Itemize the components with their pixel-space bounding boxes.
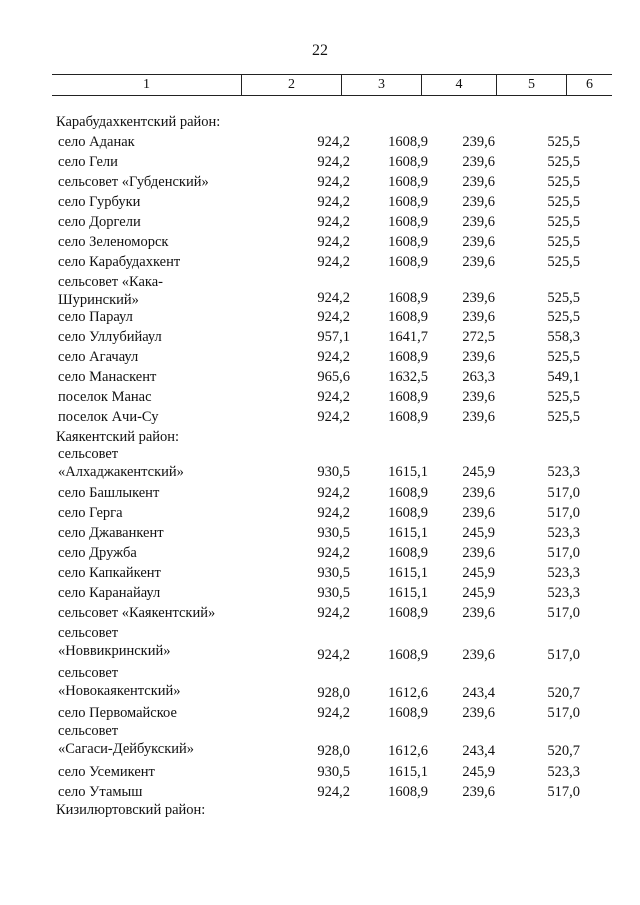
settlement-name: поселок Ачи-Су [58,409,159,425]
settlement-name: сельсовет [58,665,119,681]
value-col-6: 523,3 [547,585,580,601]
settlement-name: село Капкайкент [58,565,161,581]
value-col-5: 245,9 [462,585,495,601]
value-col-4: 1608,9 [388,349,428,365]
value-col-3: 924,2 [317,234,350,250]
value-col-4: 1608,9 [388,605,428,621]
value-col-5: 239,6 [462,290,495,306]
value-col-5: 239,6 [462,134,495,150]
value-col-6: 517,0 [547,485,580,501]
value-col-6: 558,3 [547,329,580,345]
value-col-6: 520,7 [547,743,580,759]
value-col-4: 1608,9 [388,309,428,325]
value-col-3: 924,2 [317,647,350,663]
settlement-name: Шуринский» [58,292,139,308]
value-col-4: 1608,9 [388,214,428,230]
value-col-3: 924,2 [317,505,350,521]
value-col-5: 245,9 [462,565,495,581]
district-name: Кизилюртовский район: [56,802,206,818]
value-col-4: 1608,9 [388,485,428,501]
value-col-5: 239,6 [462,605,495,621]
value-col-4: 1608,9 [388,505,428,521]
value-col-6: 517,0 [547,784,580,800]
value-col-5: 239,6 [462,154,495,170]
settlement-name: село Первомайское [58,705,177,721]
value-col-3: 924,2 [317,290,350,306]
value-col-5: 239,6 [462,389,495,405]
value-col-6: 525,5 [547,174,580,190]
value-col-4: 1608,9 [388,134,428,150]
value-col-4: 1615,1 [388,525,428,541]
value-col-4: 1608,9 [388,174,428,190]
district-name: Карабудахкентский район: [56,114,221,130]
value-col-4: 1612,6 [388,685,428,701]
value-col-5: 243,4 [462,685,495,701]
settlement-name: село Гели [58,154,118,170]
settlement-name: село Агачаул [58,349,139,365]
value-col-5: 239,6 [462,784,495,800]
value-col-4: 1608,9 [388,705,428,721]
value-col-4: 1615,1 [388,585,428,601]
value-col-3: 924,2 [317,174,350,190]
value-col-3: 924,2 [317,605,350,621]
value-col-4: 1608,9 [388,389,428,405]
value-col-5: 239,6 [462,194,495,210]
header-col-5: 5 [497,75,567,95]
value-col-6: 525,5 [547,214,580,230]
value-col-6: 525,5 [547,194,580,210]
settlement-name: сельсовет «Каякентский» [58,605,216,621]
value-col-4: 1608,9 [388,194,428,210]
value-col-6: 525,5 [547,349,580,365]
header-col-4: 4 [422,75,497,95]
value-col-3: 924,2 [317,389,350,405]
settlement-name: село Башлыкент [58,485,160,501]
value-col-6: 517,0 [547,545,580,561]
value-col-4: 1632,5 [388,369,428,385]
value-col-4: 1615,1 [388,764,428,780]
value-col-4: 1608,9 [388,290,428,306]
value-col-4: 1615,1 [388,565,428,581]
value-col-4: 1608,9 [388,154,428,170]
settlement-name: село Герга [58,505,123,521]
value-col-5: 272,5 [462,329,495,345]
settlement-name: село Зеленоморск [58,234,169,250]
value-col-5: 239,6 [462,647,495,663]
value-col-3: 924,2 [317,134,350,150]
value-col-3: 924,2 [317,485,350,501]
value-col-3: 924,2 [317,545,350,561]
value-col-3: 924,2 [317,214,350,230]
value-col-3: 924,2 [317,705,350,721]
settlement-name: сельсовет [58,625,119,641]
value-col-3: 957,1 [317,329,350,345]
value-col-3: 930,5 [317,525,350,541]
settlement-name: село Усемикент [58,764,155,780]
header-col-3: 3 [342,75,422,95]
settlement-name: село Утамыш [58,784,143,800]
settlement-name: село Параул [58,309,133,325]
value-col-6: 523,3 [547,764,580,780]
settlement-name: село Манаскент [58,369,157,385]
value-col-6: 523,3 [547,464,580,480]
value-col-4: 1608,9 [388,784,428,800]
value-col-6: 525,5 [547,234,580,250]
value-col-5: 239,6 [462,234,495,250]
header-col-6: 6 [586,77,593,92]
page-number: 22 [312,42,328,59]
value-col-5: 245,9 [462,525,495,541]
settlement-name: «Новокаякентский» [58,683,181,699]
settlement-name: село Каранайаул [58,585,161,601]
value-col-6: 517,0 [547,647,580,663]
value-col-6: 520,7 [547,685,580,701]
value-col-3: 928,0 [317,743,350,759]
settlement-name: сельсовет «Губденский» [58,174,209,190]
value-col-6: 525,5 [547,154,580,170]
value-col-5: 245,9 [462,764,495,780]
value-col-6: 525,5 [547,309,580,325]
settlement-name: сельсовет «Кака- [58,274,163,290]
value-col-6: 517,0 [547,705,580,721]
value-col-6: 525,5 [547,134,580,150]
value-col-6: 525,5 [547,409,580,425]
value-col-5: 239,6 [462,254,495,270]
value-col-5: 243,4 [462,743,495,759]
value-col-6: 525,5 [547,254,580,270]
value-col-3: 924,2 [317,784,350,800]
value-col-3: 930,5 [317,585,350,601]
district-name: Каякентский район: [56,429,180,445]
value-col-5: 239,6 [462,409,495,425]
value-col-6: 549,1 [547,369,580,385]
settlement-name: село Аданак [58,134,135,150]
value-col-3: 924,2 [317,194,350,210]
value-col-5: 263,3 [462,369,495,385]
value-col-5: 239,6 [462,545,495,561]
value-col-3: 924,2 [317,154,350,170]
value-col-5: 239,6 [462,485,495,501]
value-col-6: 523,3 [547,525,580,541]
value-col-3: 965,6 [317,369,350,385]
value-col-5: 239,6 [462,309,495,325]
value-col-3: 924,2 [317,349,350,365]
value-col-4: 1608,9 [388,545,428,561]
value-col-6: 517,0 [547,505,580,521]
settlement-name: «Алхаджакентский» [58,464,184,480]
value-col-4: 1608,9 [388,254,428,270]
value-col-4: 1615,1 [388,464,428,480]
value-col-5: 239,6 [462,505,495,521]
value-col-4: 1608,9 [388,409,428,425]
value-col-3: 924,2 [317,254,350,270]
value-col-6: 517,0 [547,605,580,621]
value-col-4: 1641,7 [388,329,428,345]
settlement-name: село Гурбуки [58,194,141,210]
value-col-3: 930,5 [317,464,350,480]
value-col-3: 928,0 [317,685,350,701]
settlement-name: село Карабудахкент [58,254,181,270]
settlement-name: село Дружба [58,545,137,561]
settlement-name: «Сагаси-Дейбукский» [58,741,195,757]
settlement-name: село Доргели [58,214,141,230]
value-col-4: 1608,9 [388,234,428,250]
value-col-6: 523,3 [547,565,580,581]
value-col-5: 239,6 [462,705,495,721]
value-col-5: 239,6 [462,349,495,365]
value-col-5: 245,9 [462,464,495,480]
settlement-name: «Новвикринский» [58,643,171,659]
value-col-3: 930,5 [317,565,350,581]
value-col-5: 239,6 [462,214,495,230]
value-col-4: 1612,6 [388,743,428,759]
value-col-3: 924,2 [317,409,350,425]
settlement-name: село Уллубийаул [58,329,162,345]
value-col-6: 525,5 [547,389,580,405]
value-col-3: 930,5 [317,764,350,780]
value-col-3: 924,2 [317,309,350,325]
value-col-4: 1608,9 [388,647,428,663]
header-col-2: 2 [242,75,342,95]
header-col-1: 1 [52,75,242,95]
settlement-name: село Джаванкент [58,525,164,541]
settlement-name: поселок Манас [58,389,152,405]
value-col-6: 525,5 [547,290,580,306]
value-col-5: 239,6 [462,174,495,190]
settlement-name: сельсовет [58,446,119,462]
settlement-name: сельсовет [58,723,119,739]
